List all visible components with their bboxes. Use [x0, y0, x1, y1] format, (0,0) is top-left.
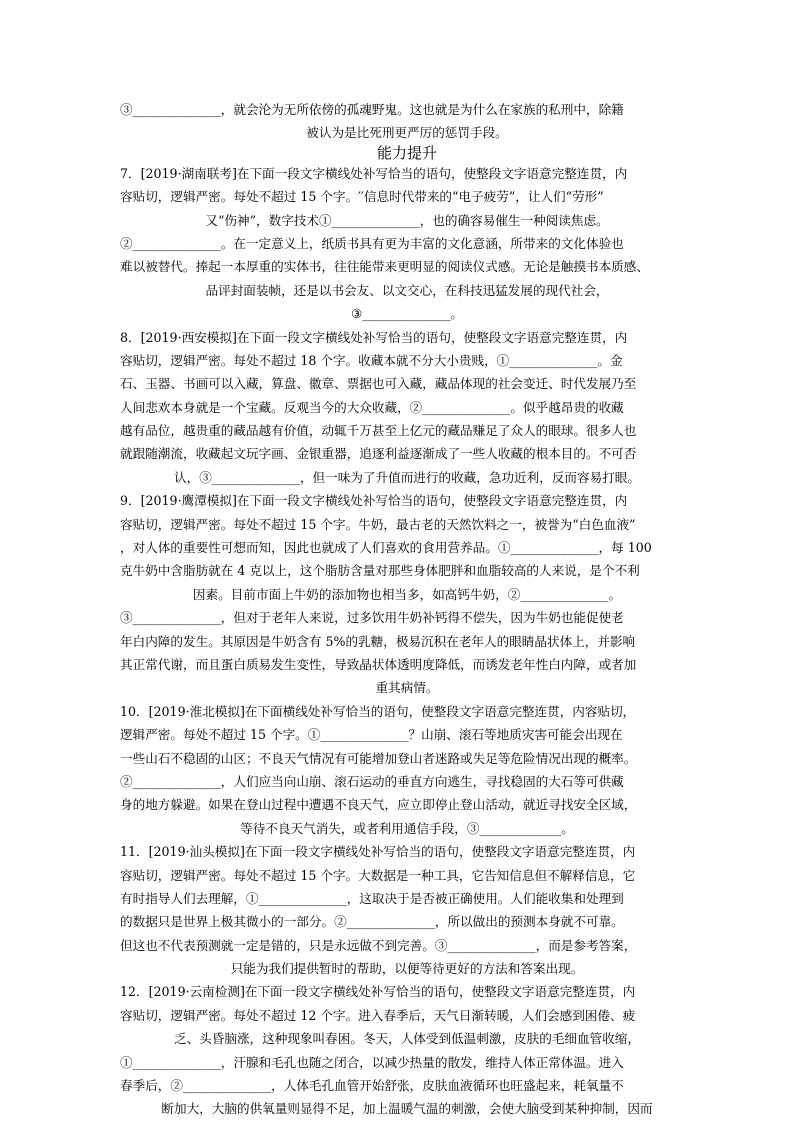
text-line: 因素。目前市面上牛奶的添加物也相当多，如高钙牛奶，②______________。 — [192, 586, 622, 602]
text-line: 重其病情。 — [375, 680, 439, 696]
text-line: 9．[2019·鹰潭模拟]在下面一段文字横线处补写恰当的语句，使整段文字语意完整连贯，内 — [120, 493, 628, 509]
text-line: 逻辑严密。每处不超过 15 个字。①______________？山崩、滚石等地质灾害可能会出现在 — [120, 727, 623, 743]
text-line: 春季后，②______________，人体毛孔血管开始舒张，皮肤血液循环也旺盛起来，耗氧量不 — [120, 1078, 624, 1094]
document-body — [120, 98, 694, 1121]
text-line: 身的地方躲避。如果在登山过程中遭遇不良天气，应立即停止登山活动，就近寻找安全区域， — [120, 797, 637, 813]
text-line: ②______________，人们应当向山崩、滚石运动的垂直方向逃生，寻找稳固的大石等可供藏 — [120, 773, 624, 789]
text-line: 又“伤神”，数字技术①______________，也的确容易催生一种阅读焦虑。 — [205, 212, 609, 228]
text-line: 石、玉器、书画可以入藏，算盘、徽章、票据也可入藏，藏品体现的社会变迁、时代发展乃至 — [120, 376, 637, 392]
text-line: ③______________。 — [350, 306, 464, 322]
text-line: ，对人体的重要性可想而知，因此也就成了人们喜欢的食用营养品。①______________，每 100 — [120, 540, 652, 556]
text-line: 但这也不代表预测就一定是错的，只是永远做不到完善。③______________，而是参考答案， — [120, 937, 637, 953]
text-line: 断加大，大脑的供氧量则显得不足，加上温暖气温的刺激，会使大脑受到某种抑制，因而 — [161, 1101, 653, 1117]
text-line: 乏、头昏脑涨，这种现象叫春困。冬天，人体受到低温刺激，皮肤的毛细血管收缩， — [174, 1031, 640, 1047]
text-line: 容贴切，逻辑严密。每处不超过 12 个字。进入春季后，天气日渐转暖，人们会感到困倦、疲 — [120, 1007, 636, 1023]
text-line: 被认为是比死刑更严厉的惩罚手段。 — [306, 125, 508, 141]
text-line: 难以被替代。捧起一本厚重的实体书，往往能带来更明显的阅读仪式感。无论是触摸书本质感、 — [120, 259, 649, 275]
text-line: 11．[2019·汕头模拟]在下面一段文字横线处补写恰当的语句，使整段文字语意完整连贯，内 — [120, 844, 636, 860]
text-line: 越有品位，越贵重的藏品越有价值，动辄千万甚至上亿元的藏品赚足了众人的眼球。很多人也 — [120, 423, 637, 439]
text-line: 等待不良天气消失，或者利用通信手段，③_____________。 — [240, 820, 574, 836]
text-line: 品评封面装帧，还是以书会友、以文交心，在科技迅猛发展的现代社会， — [205, 282, 609, 298]
text-line: 其正常代谢，而且蛋白质易发生变性，导致晶状体透明度降低，而诱发老年性白内障，或者加 — [120, 656, 637, 672]
text-line: ②______________。在一定意义上，纸质书具有更为丰富的文化意涵，所带来的文化体验也 — [120, 235, 624, 251]
text-line: 只能为我们提供暂时的帮助，以便等待更好的方法和答案出现。 — [230, 961, 584, 977]
text-line: 年白内障的发生。其原因是牛奶含有 5%的乳糖，极易沉积在老年人的眼睛晶状体上，并影响 — [120, 633, 636, 649]
text-line: 12．[2019·云南检测]在下面一段文字横线处补写恰当的语句，使整段文字语意完整连贯，内 — [120, 984, 636, 1000]
text-line: 认，③______________，但一味为了升值而进行的收藏，急功近利，反而容易打眼。 — [174, 469, 640, 485]
text-line: ①______________，汗腺和毛孔也随之闭合，以减少热量的散发，维持人体正常体温。进入 — [120, 1054, 624, 1070]
text-line: 容贴切，逻辑严密。每处不超过 15 个字。大数据是一种工具，它告知信息但不解释信息，它 — [120, 867, 636, 883]
text-line: ③______________，但对于老年人来说，过多饮用牛奶补钙得不偿失，因为牛奶也能促使老 — [120, 610, 624, 626]
text-line: 容贴切，逻辑严密。每处不超过 18 个字。收藏本就不分大小贵贱，①______________。金 — [120, 352, 623, 368]
text-line: 就跟随潮流，收藏起文玩字画、金银重器，追逐利益逐渐成了一些人收藏的根本目的。不可否 — [120, 446, 637, 462]
text-line: 容贴切，逻辑严密。每处不超过 15 个字。′′信息时代带来的“电子疲劳”，让人们“劳形” — [120, 189, 604, 205]
text-line: 有时指导人们去理解，①______________，这取决于是否被正确使用。人们能收集和处理到 — [120, 890, 624, 906]
section-title: 能力提升 — [376, 143, 437, 162]
text-line: 容贴切，逻辑严密。每处不超过 15 个字。牛奶，最古老的天然饮料之一，被誉为“白色血液” — [120, 516, 636, 532]
text-line: 10．[2019·淮北模拟]在下面横线处补写恰当的语句，使整段文字语意完整连贯，内容贴切， — [120, 703, 636, 719]
text-line: 8．[2019·西安模拟]在下面一段文字横线处补写恰当的语句，使整段文字语意完整连贯，内 — [120, 329, 628, 345]
text-line: 人间悲欢本身就是一个宝藏。反观当今的大众收藏，②______________。似乎越昂贵的收藏 — [120, 399, 624, 415]
text-line: 7．[2019·湖南联考]在下面一段文字横线处补写恰当的语句，使整段文字语意完整连贯，内 — [120, 165, 628, 181]
text-line: 克牛奶中含脂肪就在 4 克以上，这个脂肪含量对那些身体肥胖和血脂较高的人来说，是个不利 — [120, 563, 640, 579]
text-line: 一些山石不稳固的山区；不良天气情况有可能增加登山者迷路或失足等危险情况出现的概率。 — [120, 750, 637, 766]
text-line: ③______________，就会沦为无所依傍的孤魂野鬼。这也就是为什么在家族的私刑中，除籍 — [120, 102, 624, 117]
text-line: 的数据只是世界上极其微小的一部分。②______________，所以做出的预测本身就不可靠。 — [120, 914, 624, 930]
